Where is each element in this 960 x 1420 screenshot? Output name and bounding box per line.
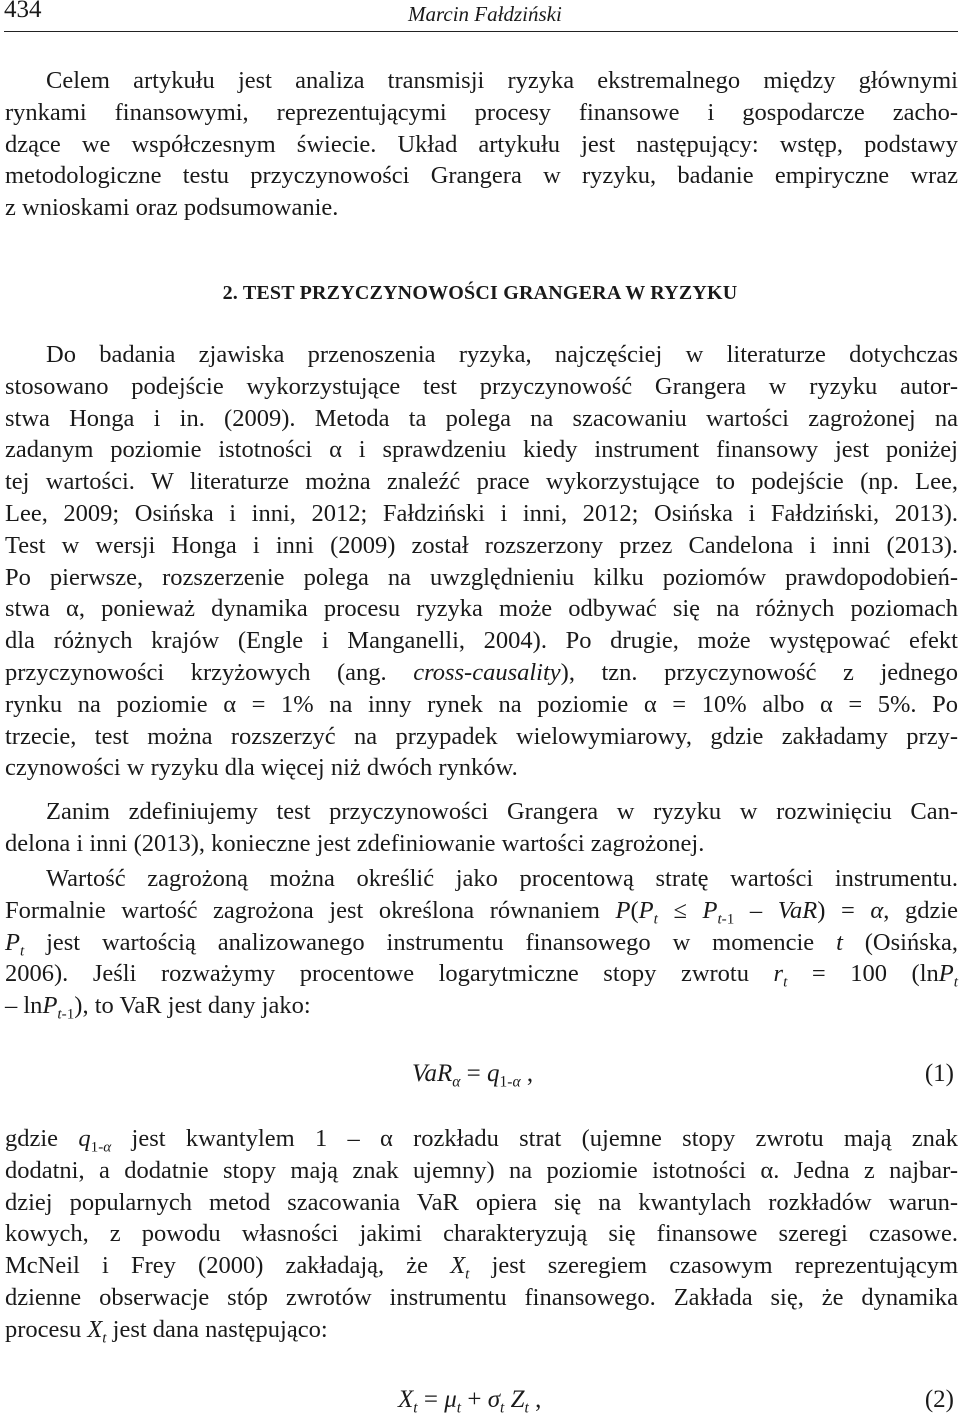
text-line: Wartość zagrożoną można określić jako procentową stratę wartości instrumentu. xyxy=(46,865,958,892)
text-line: – lnP$_{t-1}$), to VaR jest dany jako: xyxy=(5,992,311,1023)
header-rule xyxy=(4,31,958,32)
text-line: gdzie $q_{1-\alpha}$ jest kwantylem 1 – α rozkładu strat (ujemne stopy zwrotu mają znak xyxy=(5,1125,958,1156)
text-line: Celem artykułu jest analiza transmisji ryzyka ekstremalnego między głównymi xyxy=(46,67,958,94)
equation-1 xyxy=(0,1060,960,1094)
text-line: Test w wersji Honga i inni (2009) został rozszerzony przez Candelona i inni (2013). xyxy=(5,531,958,559)
section-heading: 2. TEST PRZYCZYNOWOŚCI GRANGERA W RYZYKU xyxy=(222,282,738,304)
italic-term: cross-causality xyxy=(413,658,561,686)
text-line: rynku na poziomie α = 1% na inny rynek na poziomie α = 10% albo α = 5%. Po xyxy=(5,690,958,718)
inline-formula: $r_t$ xyxy=(773,960,788,991)
text-line: dziej popularnych metod szacowania VaR opiera się na kwantylach rozkładów warun- xyxy=(5,1188,958,1216)
text-line: metodologiczne testu przyczynowości Grangera w ryzyku, badanie empiryczne wraz xyxy=(5,162,958,190)
inline-formula: $X_t$ xyxy=(450,1252,470,1283)
text-line: Zanim zdefiniujemy test przyczynowości Grangera w ryzyku w rozwinięciu Can- xyxy=(46,798,958,825)
text-line: stosowano podejście wykorzystujące test przyczynowość Grangera w ryzyku autor- xyxy=(5,372,958,400)
text-line: czynowości w ryzyku dla więcej niż dwóch rynków. xyxy=(5,754,518,782)
paragraph-granger-test xyxy=(5,339,958,784)
text-line: Po pierwsze, rozszerzenie polega na uwzględnieniu kilku poziomów prawdopodobień- xyxy=(5,563,958,591)
running-author: Marcin Fałdziński xyxy=(408,2,562,26)
text-line: dodatni, a dodatnie stopy mają znak ujemny) na poziomie istotności α. Jedna z najbar- xyxy=(5,1156,958,1184)
equation-2 xyxy=(0,1386,960,1420)
inline-formula: $P_t$ xyxy=(5,928,25,959)
inline-formula: $P(P_t \le P_{t-1} - VaR) = \alpha$ xyxy=(615,896,884,928)
paragraph-definition xyxy=(5,796,958,860)
paragraph-quantile xyxy=(5,1123,958,1346)
text-line: procesu $X_t$ jest dana następująco: xyxy=(5,1315,328,1347)
text-line: dzienne obserwacje stóp zwrotów instrumentu finansowego. Zakłada się, że dynamika xyxy=(5,1283,958,1311)
text-line: delona i inni (2013), konieczne jest zdefiniowanie wartości zagrożonej. xyxy=(5,829,705,857)
text-line: $P_t$ jest wartością analizowanego instrumentu finansowego w momencie t (Osińska, xyxy=(5,928,959,959)
text-line: stwa Honga i in. (2009). Metoda ta polega na szacowaniu wartości zagrożonej na xyxy=(5,404,958,432)
inline-formula: $X_t$ xyxy=(87,1315,107,1347)
text-line: Formalnie wartość zagrożona jest określona równaniem $P(P_t \le P_{t-1} - VaR) = \alpha$, gdzie xyxy=(5,896,958,928)
text-line: przyczynowości krzyżowych (ang. cross-causality), tzn. przyczynowość z jednego xyxy=(5,658,958,686)
text-line: kowych, z powodu własności jakimi charakteryzują się finansowe szeregi czasowe. xyxy=(5,1220,958,1248)
text-line: stwa α, ponieważ dynamika procesu ryzyka może odbywać się na różnych poziomach xyxy=(5,595,958,623)
text-line: dla różnych krajów (Engle i Manganelli, 2004). Po drugie, może występować efekt xyxy=(5,627,958,655)
text-line: zadanym poziomie istotności α i sprawdzeniu kiedy instrument finansowy jest poniżej xyxy=(5,436,958,464)
intro-paragraph xyxy=(5,65,958,224)
text-line: tej wartości. W literaturze można znaleźć prace wykorzystujące to podejście (np. Lee, xyxy=(5,468,958,496)
equation-1-expression: $VaR_\alpha = q_{1-\alpha}$ , xyxy=(412,1060,534,1091)
text-line: trzecie, test można rozszerzyć na przypadek wielowymiarowy, gdzie zakładamy przy- xyxy=(5,722,958,750)
text-line: Lee, 2009; Osińska i inni, 2012; Fałdziński i inni, 2012; Osińska i Fałdziński, 2013). xyxy=(5,499,958,527)
inline-formula: – lnP$_{t-1}$ xyxy=(5,992,75,1023)
text-line: rynkami finansowymi, reprezentującymi procesy finansowe i gospodarcze zacho- xyxy=(5,98,958,126)
running-header xyxy=(0,0,960,32)
text-line: 2006). Jeśli rozważymy procentowe logarytmiczne stopy zwrotu $r_t = 100$ (lnP$_t$ xyxy=(5,960,958,991)
equation-2-number: (2) xyxy=(924,1386,954,1413)
text-line: z wnioskami oraz podsumowanie. xyxy=(5,194,339,222)
text-line: Do badania zjawiska przenoszenia ryzyka, najczęściej w literaturze dotychczas xyxy=(46,341,958,368)
equation-2-expression: $X_t = \mu_t + \sigma_t$ $Z_t$ , xyxy=(398,1386,542,1417)
paragraph-var xyxy=(5,863,958,1022)
page-number: 434 xyxy=(4,0,42,23)
text-line: McNeil i Frey (2000) zakładają, że $X_t$ jest szeregiem czasowym reprezentującym xyxy=(5,1252,959,1283)
text-line: dzące we współczesnym świecie. Układ artykułu jest następujący: wstęp, podstawy xyxy=(5,130,958,158)
inline-formula: $q_{1-\alpha}$ xyxy=(78,1125,112,1156)
equation-1-number: (1) xyxy=(924,1060,954,1087)
